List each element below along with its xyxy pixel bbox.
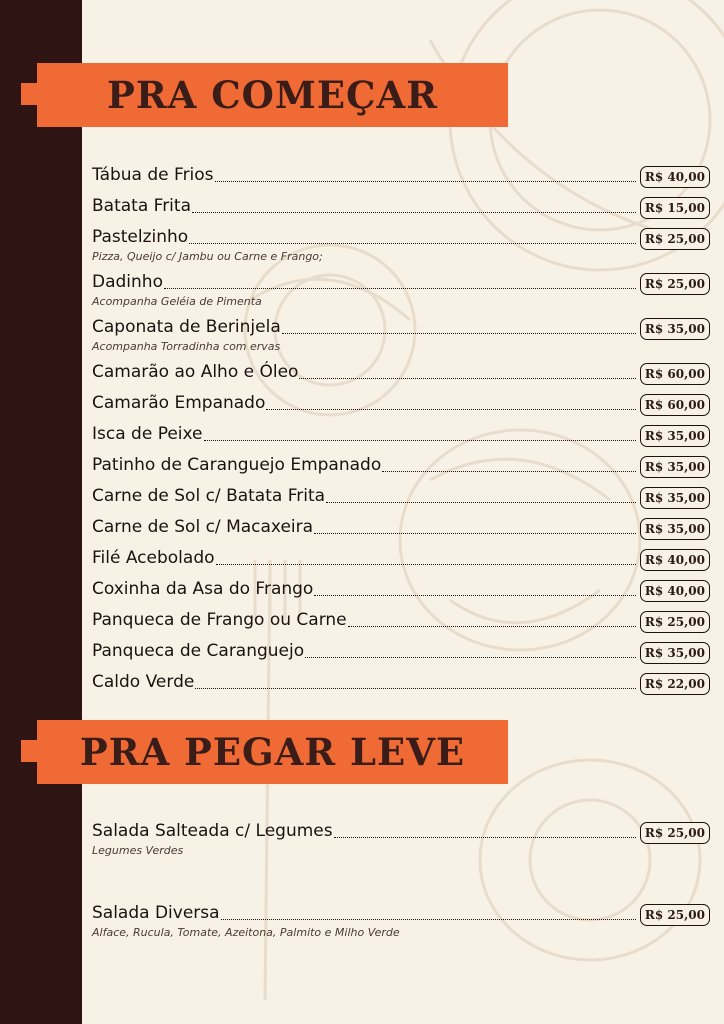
menu-item-description: Acompanha Torradinha com ervas	[92, 340, 281, 353]
menu-item-row	[92, 572, 710, 603]
menu-item-row	[92, 541, 710, 572]
menu-item-name: Camarão ao Alho e Óleo	[92, 362, 299, 382]
menu-item	[92, 448, 710, 479]
menu-item-name: Tábua de Frios	[92, 165, 214, 185]
menu-item	[92, 572, 710, 603]
dotted-leader	[348, 625, 636, 627]
banner-notch	[21, 83, 37, 105]
menu-item	[92, 814, 710, 857]
dotted-leader	[195, 687, 636, 689]
price-badge: R$ 40,00	[640, 549, 710, 571]
menu-item-name: Carne de Sol c/ Batata Frita	[92, 486, 326, 506]
menu-item	[92, 386, 710, 417]
menu-item	[92, 355, 710, 386]
menu-item	[92, 541, 710, 572]
menu-item-row	[92, 479, 710, 510]
menu-item-row	[92, 417, 710, 448]
menu-item-row	[92, 386, 710, 417]
menu-list-pra-comecar	[92, 158, 710, 696]
dotted-leader	[334, 836, 636, 838]
section-banner-pra-pegar-leve	[37, 720, 508, 784]
menu-item-name: Panqueca de Caranguejo	[92, 641, 305, 661]
menu-item-name: Filé Acebolado	[92, 548, 215, 568]
menu-item-name: Salada Salteada c/ Legumes	[92, 821, 333, 841]
price-badge: R$ 25,00	[640, 228, 710, 250]
dotted-leader	[282, 332, 636, 334]
menu-item-row	[92, 510, 710, 541]
menu-item-name: Batata Frita	[92, 196, 191, 216]
menu-item	[92, 896, 710, 939]
price-badge: R$ 40,00	[640, 166, 710, 188]
menu-item-row	[92, 665, 710, 696]
price-badge: R$ 60,00	[640, 363, 710, 385]
menu-item-row	[92, 634, 710, 665]
menu-item-row	[92, 310, 710, 341]
section-title: PRA PEGAR LEVE	[79, 730, 466, 774]
menu-item-name: Pastelzinho	[92, 227, 189, 247]
dotted-leader	[204, 439, 636, 441]
menu-item	[92, 479, 710, 510]
menu-item	[92, 603, 710, 634]
price-badge: R$ 35,00	[640, 318, 710, 340]
dotted-leader	[326, 501, 636, 503]
menu-item-description: Alface, Rucula, Tomate, Azeitona, Palmito e Milho Verde	[92, 926, 400, 939]
dotted-leader	[299, 377, 635, 379]
menu-item-name: Panqueca de Frango ou Carne	[92, 610, 347, 630]
menu-item	[92, 220, 710, 263]
menu-item-row	[92, 448, 710, 479]
menu-list-pra-pegar-leve	[92, 814, 710, 978]
dotted-leader	[221, 918, 636, 920]
menu-item-row	[92, 896, 710, 927]
price-badge: R$ 35,00	[640, 518, 710, 540]
dotted-leader	[266, 408, 636, 410]
banner-notch	[21, 740, 37, 762]
menu-item	[92, 510, 710, 541]
price-badge: R$ 25,00	[640, 273, 710, 295]
menu-item-row	[92, 603, 710, 634]
menu-item-name: Isca de Peixe	[92, 424, 203, 444]
price-badge: R$ 25,00	[640, 904, 710, 926]
menu-item	[92, 265, 710, 308]
price-badge: R$ 15,00	[640, 197, 710, 219]
menu-item-description: Acompanha Geléia de Pimenta	[92, 295, 262, 308]
menu-item-row	[92, 158, 710, 189]
price-badge: R$ 40,00	[640, 580, 710, 602]
menu-item	[92, 189, 710, 220]
menu-item-name: Caldo Verde	[92, 672, 195, 692]
dotted-leader	[216, 563, 636, 565]
price-badge: R$ 25,00	[640, 611, 710, 633]
price-badge: R$ 35,00	[640, 642, 710, 664]
price-badge: R$ 22,00	[640, 673, 710, 695]
dotted-leader	[215, 180, 636, 182]
price-badge: R$ 35,00	[640, 456, 710, 478]
menu-item-name: Carne de Sol c/ Macaxeira	[92, 517, 314, 537]
menu-item-row	[92, 265, 710, 296]
menu-item-name: Coxinha da Asa do Frango	[92, 579, 314, 599]
dotted-leader	[189, 242, 636, 244]
price-badge: R$ 35,00	[640, 425, 710, 447]
menu-item	[92, 310, 710, 353]
section-banner-pra-comecar	[37, 63, 508, 127]
menu-item-description: Pizza, Queijo c/ Jambu ou Carne e Frango;	[92, 250, 323, 263]
dotted-leader	[314, 532, 636, 534]
menu-item-row	[92, 189, 710, 220]
dotted-leader	[305, 656, 636, 658]
menu-item-name: Salada Diversa	[92, 903, 220, 923]
menu-item-row	[92, 220, 710, 251]
menu-item	[92, 158, 710, 189]
dotted-leader	[164, 287, 636, 289]
menu-item-name: Patinho de Caranguejo Empanado	[92, 455, 382, 475]
price-badge: R$ 25,00	[640, 822, 710, 844]
menu-item-description: Legumes Verdes	[92, 844, 184, 857]
menu-item	[92, 634, 710, 665]
menu-item	[92, 665, 710, 696]
dotted-leader	[382, 470, 636, 472]
menu-item-row	[92, 355, 710, 386]
section-title: PRA COMEÇAR	[107, 73, 438, 117]
menu-item-name: Caponata de Berinjela	[92, 317, 281, 337]
price-badge: R$ 60,00	[640, 394, 710, 416]
dotted-leader	[192, 211, 636, 213]
menu-item-name: Camarão Empanado	[92, 393, 266, 413]
menu-item-name: Dadinho	[92, 272, 163, 292]
menu-item-row	[92, 814, 710, 845]
dotted-leader	[314, 594, 636, 596]
menu-item	[92, 417, 710, 448]
price-badge: R$ 35,00	[640, 487, 710, 509]
